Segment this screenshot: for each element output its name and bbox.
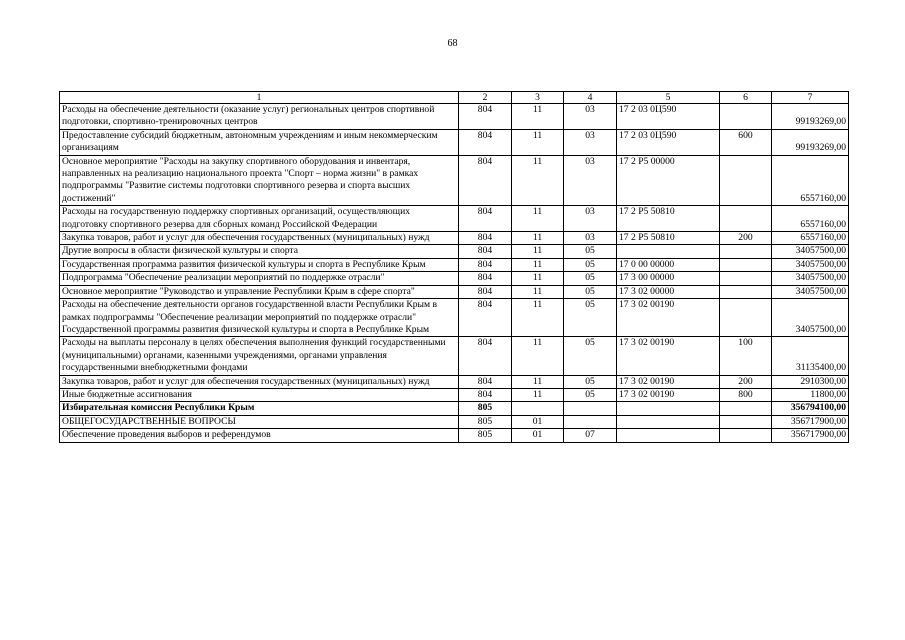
row-department-code: 804 — [459, 337, 512, 375]
row-department-code: 804 — [459, 272, 512, 285]
table-row — [60, 402, 849, 415]
table-row — [60, 206, 849, 232]
row-expense-type: 200 — [720, 375, 772, 388]
row-subsection-code: 05 — [564, 388, 617, 401]
column-header: 5 — [617, 92, 720, 104]
row-section-code: 11 — [512, 206, 564, 232]
row-description: Иные бюджетные ассигнования — [60, 388, 459, 401]
row-target-article — [617, 415, 720, 428]
row-department-code: 805 — [459, 415, 512, 428]
table-row — [60, 104, 849, 130]
row-department-code: 804 — [459, 388, 512, 401]
row-section-code: 11 — [512, 129, 564, 155]
row-expense-type — [720, 272, 772, 285]
table-row — [60, 375, 849, 388]
table-row — [60, 245, 849, 258]
row-subsection-code: 03 — [564, 129, 617, 155]
row-section-code: 11 — [512, 104, 564, 130]
column-header: 6 — [720, 92, 772, 104]
row-section-code: 11 — [512, 232, 564, 245]
column-header: 7 — [772, 92, 849, 104]
row-amount: 34057500,00 — [772, 245, 849, 258]
row-section-code: 11 — [512, 375, 564, 388]
table-row — [60, 429, 849, 442]
row-section-code: 11 — [512, 388, 564, 401]
row-description: Государственная программа развития физической культуры и спорта в Республике Крым — [60, 258, 459, 271]
row-department-code: 804 — [459, 258, 512, 271]
row-description: Расходы на государственную поддержку спортивных организаций, осуществляющих подготовку спортивного резерва для сборных команд Российской Федерации — [60, 206, 459, 232]
row-subsection-code: 05 — [564, 285, 617, 298]
column-header: 4 — [564, 92, 617, 104]
row-expense-type — [720, 258, 772, 271]
row-subsection-code — [564, 402, 617, 415]
table-row — [60, 129, 849, 155]
row-amount: 31135400,00 — [772, 337, 849, 375]
table-row — [60, 232, 849, 245]
row-description: Избирательная комиссия Республики Крым — [60, 402, 459, 415]
row-subsection-code: 05 — [564, 272, 617, 285]
row-target-article — [617, 245, 720, 258]
row-subsection-code: 03 — [564, 206, 617, 232]
row-target-article: 17 3 02 00190 — [617, 375, 720, 388]
row-amount: 356717900,00 — [772, 429, 849, 442]
row-expense-type — [720, 429, 772, 442]
table-body — [60, 104, 849, 443]
row-amount: 99193269,00 — [772, 104, 849, 130]
row-amount: 6557160,00 — [772, 206, 849, 232]
row-expense-type — [720, 155, 772, 206]
row-description: Основное мероприятие "Руководство и управление Республики Крым в сфере спорта" — [60, 285, 459, 298]
row-department-code: 804 — [459, 104, 512, 130]
column-header: 2 — [459, 92, 512, 104]
row-description: Подпрограмма "Обеспечение реализации мероприятий по поддержке отрасли" — [60, 272, 459, 285]
row-section-code — [512, 402, 564, 415]
column-header: 3 — [512, 92, 564, 104]
row-department-code: 805 — [459, 429, 512, 442]
row-amount: 356794100,00 — [772, 402, 849, 415]
row-description: Предоставление субсидий бюджетным, автономным учреждениям и иным некоммерческим организациям — [60, 129, 459, 155]
row-expense-type — [720, 299, 772, 337]
row-expense-type — [720, 245, 772, 258]
row-subsection-code: 03 — [564, 232, 617, 245]
row-target-article: 17 3 00 00000 — [617, 272, 720, 285]
row-amount: 34057500,00 — [772, 299, 849, 337]
row-target-article: 17 2 Р5 50810 — [617, 206, 720, 232]
row-subsection-code: 03 — [564, 104, 617, 130]
row-expense-type — [720, 285, 772, 298]
row-target-article: 17 3 02 00000 — [617, 285, 720, 298]
row-expense-type: 200 — [720, 232, 772, 245]
row-description: Другие вопросы в области физической культуры и спорта — [60, 245, 459, 258]
row-subsection-code: 05 — [564, 245, 617, 258]
row-section-code: 01 — [512, 415, 564, 428]
row-target-article: 17 3 02 00190 — [617, 299, 720, 337]
row-section-code: 11 — [512, 337, 564, 375]
row-target-article — [617, 429, 720, 442]
row-amount: 11800,00 — [772, 388, 849, 401]
row-subsection-code — [564, 415, 617, 428]
row-description: Закупка товаров, работ и услуг для обеспечения государственных (муниципальных) нужд — [60, 232, 459, 245]
row-description: Расходы на выплаты персоналу в целях обеспечения выполнения функций государственными (муниципальными) органами, казенными учреждениями, органами управления государственными внебюджетными фондами — [60, 337, 459, 375]
row-description: Основное мероприятие "Расходы на закупку спортивного оборудования и инвентаря, направленных на реализацию национального проекта "Спорт – норма жизни" в рамках подпрограммы "Развитие системы подготовки спортивного резерва и спорта высших достижений" — [60, 155, 459, 206]
row-target-article: 17 2 03 0Ц590 — [617, 104, 720, 130]
row-department-code: 804 — [459, 155, 512, 206]
row-subsection-code: 05 — [564, 375, 617, 388]
table-row — [60, 258, 849, 271]
table-row — [60, 337, 849, 375]
table-row — [60, 388, 849, 401]
row-department-code: 805 — [459, 402, 512, 415]
row-department-code: 804 — [459, 299, 512, 337]
row-target-article: 17 2 03 0Ц590 — [617, 129, 720, 155]
row-section-code: 11 — [512, 299, 564, 337]
row-target-article: 17 0 00 00000 — [617, 258, 720, 271]
table-row — [60, 272, 849, 285]
table-header-row — [60, 92, 849, 104]
row-section-code: 11 — [512, 285, 564, 298]
row-subsection-code: 05 — [564, 258, 617, 271]
row-expense-type — [720, 206, 772, 232]
row-expense-type — [720, 402, 772, 415]
table-row — [60, 299, 849, 337]
row-target-article — [617, 402, 720, 415]
row-amount: 34057500,00 — [772, 272, 849, 285]
row-subsection-code: 03 — [564, 155, 617, 206]
row-target-article: 17 3 02 00190 — [617, 337, 720, 375]
row-amount: 356717900,00 — [772, 415, 849, 428]
row-target-article: 17 2 Р5 50810 — [617, 232, 720, 245]
row-amount: 34057500,00 — [772, 285, 849, 298]
budget-table — [59, 91, 849, 443]
row-expense-type — [720, 104, 772, 130]
row-section-code: 11 — [512, 155, 564, 206]
row-amount: 34057500,00 — [772, 258, 849, 271]
row-subsection-code: 05 — [564, 299, 617, 337]
row-amount: 2910300,00 — [772, 375, 849, 388]
column-header: 1 — [60, 92, 459, 104]
row-department-code: 804 — [459, 245, 512, 258]
row-expense-type: 600 — [720, 129, 772, 155]
row-target-article: 17 3 02 00190 — [617, 388, 720, 401]
row-amount: 99193269,00 — [772, 129, 849, 155]
table-row — [60, 415, 849, 428]
row-section-code: 11 — [512, 272, 564, 285]
row-description: ОБЩЕГОСУДАРСТВЕННЫЕ ВОПРОСЫ — [60, 415, 459, 428]
row-department-code: 804 — [459, 375, 512, 388]
row-department-code: 804 — [459, 129, 512, 155]
row-amount: 6557160,00 — [772, 232, 849, 245]
row-department-code: 804 — [459, 285, 512, 298]
row-expense-type: 800 — [720, 388, 772, 401]
row-expense-type — [720, 415, 772, 428]
row-section-code: 11 — [512, 245, 564, 258]
row-description: Закупка товаров, работ и услуг для обеспечения государственных (муниципальных) нужд — [60, 375, 459, 388]
row-description: Обеспечение проведения выборов и референдумов — [60, 429, 459, 442]
row-department-code: 804 — [459, 232, 512, 245]
row-description: Расходы на обеспечение деятельности органов государственной власти Республики Крым в рамках подпрограммы "Обеспечение реализации мероприятий по поддержке отрасли" Государственной программы развития физической культуры и спорта в Республике Крым — [60, 299, 459, 337]
row-amount: 6557160,00 — [772, 155, 849, 206]
row-subsection-code: 05 — [564, 337, 617, 375]
page-number: 68 — [447, 38, 458, 49]
row-department-code: 804 — [459, 206, 512, 232]
table-row — [60, 155, 849, 206]
row-section-code: 11 — [512, 258, 564, 271]
row-expense-type: 100 — [720, 337, 772, 375]
row-description: Расходы на обеспечение деятельности (оказание услуг) региональных центров спортивной подготовки, спортивно-тренировочных центров — [60, 104, 459, 130]
row-subsection-code: 07 — [564, 429, 617, 442]
table-row — [60, 285, 849, 298]
row-section-code: 01 — [512, 429, 564, 442]
row-target-article: 17 2 Р5 00000 — [617, 155, 720, 206]
